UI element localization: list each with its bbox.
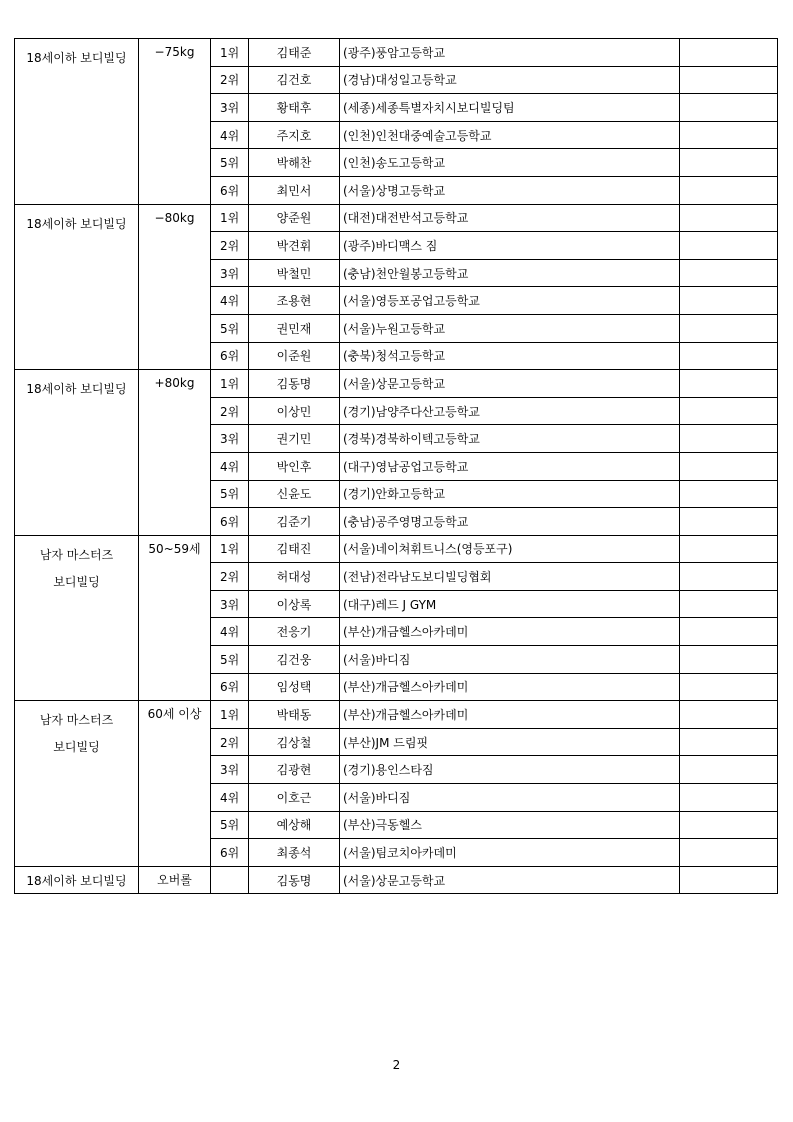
page-number: 2 <box>392 1058 401 1072</box>
rank-cell: 6위 <box>211 176 249 204</box>
team-cell: (경남)대성일고등학교 <box>340 66 680 94</box>
remarks-cell <box>680 618 778 646</box>
team-cell: (세종)세종특별자치시보디빌딩팀 <box>340 94 680 122</box>
class-cell: −75kg <box>139 39 211 205</box>
remarks-cell <box>680 701 778 729</box>
athlete-name-cell: 김태진 <box>249 535 340 563</box>
remarks-cell <box>680 176 778 204</box>
results-table-body <box>15 39 778 894</box>
rank-cell: 2위 <box>211 397 249 425</box>
rank-cell: 4위 <box>211 618 249 646</box>
team-cell: (충북)청석고등학교 <box>340 342 680 370</box>
remarks-cell <box>680 342 778 370</box>
remarks-cell <box>680 646 778 674</box>
rank-cell: 2위 <box>211 563 249 591</box>
category-label: 18세이하 보디빌딩 <box>26 51 127 65</box>
team-cell: (대전)대전반석고등학교 <box>340 204 680 232</box>
athlete-name-cell: 이상록 <box>249 590 340 618</box>
team-cell: (인천)인천대중예술고등학교 <box>340 121 680 149</box>
class-cell: −80kg <box>139 204 211 370</box>
athlete-name-cell: 김동명 <box>249 866 340 894</box>
athlete-name-cell: 김건호 <box>249 66 340 94</box>
remarks-cell <box>680 784 778 812</box>
team-cell: (부산)JM 드림핏 <box>340 728 680 756</box>
team-cell: (충남)공주영명고등학교 <box>340 508 680 536</box>
rank-cell: 5위 <box>211 480 249 508</box>
category-cell <box>15 866 139 894</box>
remarks-cell <box>680 39 778 67</box>
rank-cell: 3위 <box>211 94 249 122</box>
remarks-cell <box>680 66 778 94</box>
rank-cell: 3위 <box>211 590 249 618</box>
athlete-name-cell: 박태동 <box>249 701 340 729</box>
category-cell <box>15 39 139 205</box>
team-cell: (광주)풍암고등학교 <box>340 39 680 67</box>
rank-cell: 3위 <box>211 259 249 287</box>
athlete-name-cell: 김건웅 <box>249 646 340 674</box>
athlete-name-cell: 주지호 <box>249 121 340 149</box>
athlete-name-cell: 김준기 <box>249 508 340 536</box>
rank-cell: 5위 <box>211 149 249 177</box>
rank-cell: 3위 <box>211 756 249 784</box>
table-row <box>15 535 778 563</box>
team-cell: (서울)바디짐 <box>340 784 680 812</box>
athlete-name-cell: 신윤도 <box>249 480 340 508</box>
athlete-name-cell: 예상해 <box>249 811 340 839</box>
remarks-cell <box>680 94 778 122</box>
remarks-cell <box>680 259 778 287</box>
remarks-cell <box>680 508 778 536</box>
remarks-cell <box>680 811 778 839</box>
remarks-cell <box>680 866 778 894</box>
remarks-cell <box>680 370 778 398</box>
remarks-cell <box>680 314 778 342</box>
athlete-name-cell: 김광현 <box>249 756 340 784</box>
category-label: 남자 마스터즈 <box>39 547 114 562</box>
team-cell: (대구)레드 J GYM <box>340 590 680 618</box>
team-cell: (서울)상명고등학교 <box>340 176 680 204</box>
athlete-name-cell: 김동명 <box>249 370 340 398</box>
category-label: 보디빌딩 <box>53 574 100 589</box>
table-row <box>15 701 778 729</box>
rank-cell: 6위 <box>211 839 249 867</box>
team-cell: (인천)송도고등학교 <box>340 149 680 177</box>
team-cell: (충남)천안월봉고등학교 <box>340 259 680 287</box>
athlete-name-cell: 전응기 <box>249 618 340 646</box>
remarks-cell <box>680 425 778 453</box>
category-cell <box>15 370 139 536</box>
table-row <box>15 866 778 894</box>
athlete-name-cell: 박해찬 <box>249 149 340 177</box>
athlete-name-cell: 김태준 <box>249 39 340 67</box>
team-cell: (서울)누원고등학교 <box>340 314 680 342</box>
category-cell <box>15 535 139 701</box>
remarks-cell <box>680 397 778 425</box>
category-label: 18세이하 보디빌딩 <box>26 873 127 888</box>
rank-cell: 1위 <box>211 535 249 563</box>
remarks-cell <box>680 728 778 756</box>
results-table <box>14 38 778 894</box>
remarks-cell <box>680 480 778 508</box>
class-cell: 오버롤 <box>139 866 211 894</box>
rank-cell: 4위 <box>211 452 249 480</box>
team-cell: (부산)극동헬스 <box>340 811 680 839</box>
class-cell: 50~59세 <box>139 535 211 701</box>
team-cell: (서울)상문고등학교 <box>340 866 680 894</box>
athlete-name-cell: 최민서 <box>249 176 340 204</box>
table-row <box>15 204 778 232</box>
athlete-name-cell: 김상철 <box>249 728 340 756</box>
team-cell: (경기)안화고등학교 <box>340 480 680 508</box>
athlete-name-cell: 조용현 <box>249 287 340 315</box>
remarks-cell <box>680 535 778 563</box>
team-cell: (대구)영남공업고등학교 <box>340 452 680 480</box>
team-cell: (서울)네이쳐휘트니스(영등포구) <box>340 535 680 563</box>
athlete-name-cell: 이상민 <box>249 397 340 425</box>
remarks-cell <box>680 756 778 784</box>
athlete-name-cell: 박인후 <box>249 452 340 480</box>
category-label: 18세이하 보디빌딩 <box>26 216 127 231</box>
team-cell: (서울)바디짐 <box>340 646 680 674</box>
rank-cell: 6위 <box>211 342 249 370</box>
table-row <box>15 39 778 67</box>
team-cell: (서울)영등포공업고등학교 <box>340 287 680 315</box>
athlete-name-cell: 박견휘 <box>249 232 340 260</box>
rank-cell: 6위 <box>211 508 249 536</box>
remarks-cell <box>680 563 778 591</box>
team-cell: (전남)전라남도보디빌딩협회 <box>340 563 680 591</box>
team-cell: (서울)상문고등학교 <box>340 370 680 398</box>
rank-cell: 2위 <box>211 728 249 756</box>
team-cell: (부산)개금헬스아카데미 <box>340 673 680 701</box>
athlete-name-cell: 권기민 <box>249 425 340 453</box>
team-cell: (광주)바디맥스 짐 <box>340 232 680 260</box>
remarks-cell <box>680 590 778 618</box>
remarks-cell <box>680 839 778 867</box>
remarks-cell <box>680 121 778 149</box>
remarks-cell <box>680 232 778 260</box>
category-label: 18세이하 보디빌딩 <box>26 382 127 397</box>
rank-cell: 1위 <box>211 370 249 398</box>
class-cell: +80kg <box>139 370 211 536</box>
remarks-cell <box>680 204 778 232</box>
athlete-name-cell: 이준원 <box>249 342 340 370</box>
category-cell <box>15 701 139 867</box>
athlete-name-cell: 권민재 <box>249 314 340 342</box>
rank-cell <box>211 866 249 894</box>
team-cell: (부산)개금헬스아카데미 <box>340 618 680 646</box>
class-cell: 60세 이상 <box>139 701 211 867</box>
rank-cell: 1위 <box>211 39 249 67</box>
rank-cell: 3위 <box>211 425 249 453</box>
rank-cell: 6위 <box>211 673 249 701</box>
rank-cell: 5위 <box>211 811 249 839</box>
rank-cell: 2위 <box>211 232 249 260</box>
athlete-name-cell: 이호근 <box>249 784 340 812</box>
rank-cell: 1위 <box>211 204 249 232</box>
category-label: 남자 마스터즈 <box>39 713 114 728</box>
team-cell: (서울)팀코치아카데미 <box>340 839 680 867</box>
team-cell: (경기)남양주다산고등학교 <box>340 397 680 425</box>
category-label: 보디빌딩 <box>53 740 100 755</box>
remarks-cell <box>680 149 778 177</box>
athlete-name-cell: 임성택 <box>249 673 340 701</box>
remarks-cell <box>680 673 778 701</box>
remarks-cell <box>680 287 778 315</box>
remarks-cell <box>680 452 778 480</box>
table-row <box>15 370 778 398</box>
team-cell: (경기)용인스타짐 <box>340 756 680 784</box>
team-cell: (경북)경북하이텍고등학교 <box>340 425 680 453</box>
rank-cell: 4위 <box>211 784 249 812</box>
category-cell <box>15 204 139 370</box>
rank-cell: 1위 <box>211 701 249 729</box>
athlete-name-cell: 박철민 <box>249 259 340 287</box>
athlete-name-cell: 허대성 <box>249 563 340 591</box>
rank-cell: 2위 <box>211 66 249 94</box>
athlete-name-cell: 황태후 <box>249 94 340 122</box>
rank-cell: 5위 <box>211 314 249 342</box>
team-cell: (부산)개금헬스아카데미 <box>340 701 680 729</box>
rank-cell: 4위 <box>211 287 249 315</box>
athlete-name-cell: 양준원 <box>249 204 340 232</box>
rank-cell: 5위 <box>211 646 249 674</box>
athlete-name-cell: 최종석 <box>249 839 340 867</box>
rank-cell: 4위 <box>211 121 249 149</box>
